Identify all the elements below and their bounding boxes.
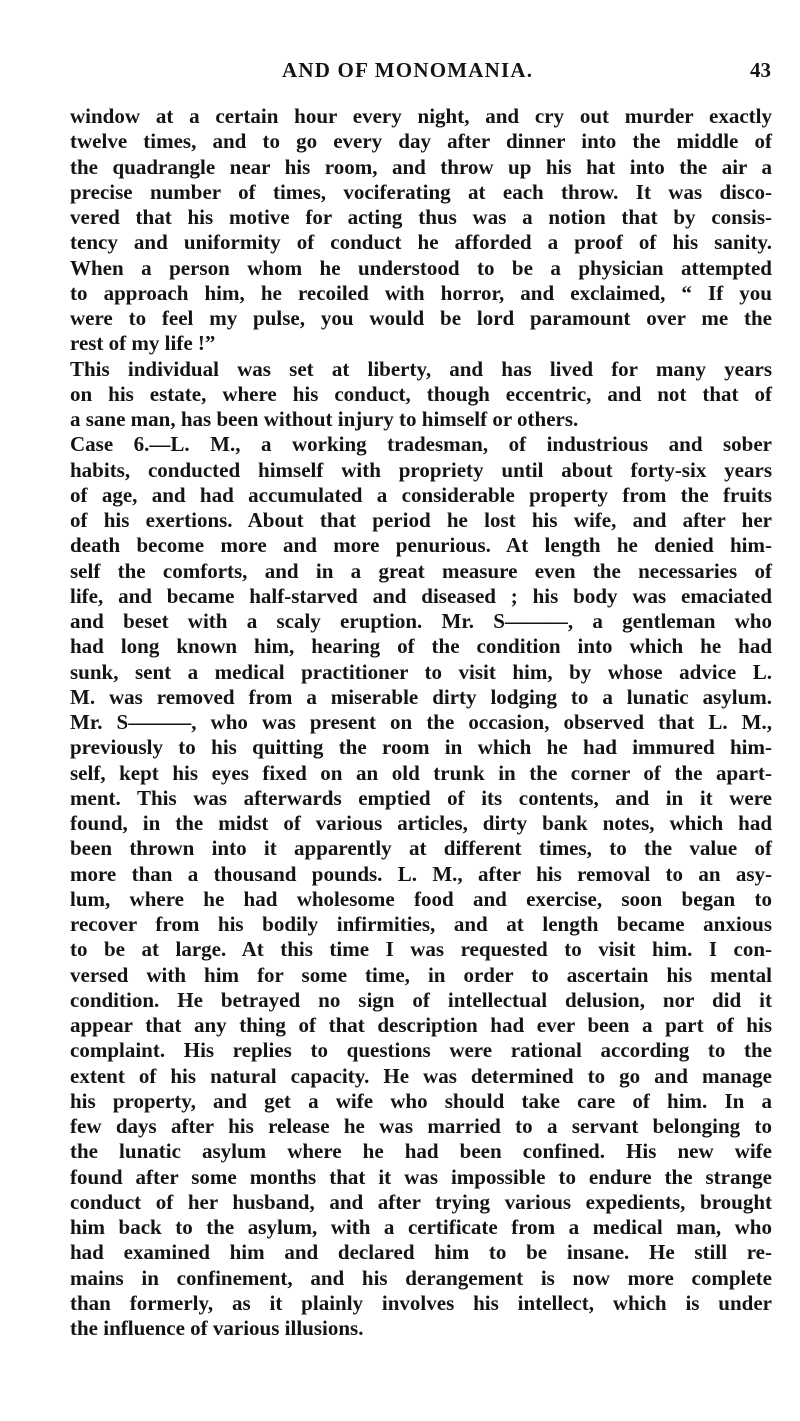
text-line: found after some months that it was impossible to endure the strange bbox=[70, 1164, 772, 1189]
text-line: This individual was set at liberty, and has lived for many years bbox=[70, 356, 772, 381]
running-head: AND OF MONOMANIA. bbox=[282, 58, 534, 82]
text-line: sunk, sent a medical practitioner to visit him, by whose advice L. bbox=[70, 659, 772, 684]
text-line: on his estate, where his conduct, though eccentric, and not that of bbox=[70, 381, 772, 406]
text-line: previously to his quitting the room in which he had immured him- bbox=[70, 735, 772, 760]
text-line: lum, where he had wholesome food and exercise, soon began to bbox=[70, 886, 772, 911]
text-line: more than a thousand pounds. L. M., after his removal to an asy- bbox=[70, 861, 772, 886]
text-line: the quadrangle near his room, and throw up his hat into the air a bbox=[70, 154, 772, 179]
text-line: than formerly, as it plainly involves his intellect, which is under bbox=[70, 1290, 772, 1315]
text-line: M. was removed from a miserable dirty lodging to a lunatic asylum. bbox=[70, 684, 772, 709]
text-line: were to feel my pulse, you would be lord paramount over me the bbox=[70, 306, 772, 330]
text-line: tency and uniformity of conduct he afforded a proof of his sanity. bbox=[70, 230, 772, 255]
text-line: window at a certain hour every night, and cry out murder exactly bbox=[70, 104, 772, 128]
text-line: the influence of various illusions. bbox=[70, 1316, 364, 1340]
body-text bbox=[70, 104, 772, 1341]
text-line: self the comforts, and in a great measure even the necessaries of bbox=[70, 558, 772, 583]
text-line: ment. This was afterwards emptied of its contents, and in it were bbox=[70, 785, 772, 810]
text-line: extent of his natural capacity. He was determined to go and manage bbox=[70, 1063, 772, 1088]
text-line: death become more and more penurious. At length he denied him- bbox=[70, 533, 772, 558]
text-line: to approach him, he recoiled with horror, and exclaimed, “ If you bbox=[70, 280, 772, 305]
text-line: to be at large. At this time I was requested to visit him. I con- bbox=[70, 937, 772, 962]
text-line: been thrown into it apparently at different times, to the value of bbox=[70, 836, 772, 861]
text-line: complaint. His replies to questions were rational according to the bbox=[70, 1038, 772, 1063]
text-line: of age, and had accumulated a considerable property from the fruits bbox=[70, 482, 772, 507]
text-line: had long known him, hearing of the condition into which he had bbox=[70, 634, 772, 659]
text-line: versed with him for some time, in order to ascertain his mental bbox=[70, 962, 772, 987]
text-line: rest of my life !” bbox=[70, 331, 216, 356]
text-line: twelve times, and to go every day after dinner into the middle of bbox=[70, 129, 772, 154]
text-line: Mr. S———, who was present on the occasion, observed that L. M., bbox=[70, 710, 772, 734]
text-line: condition. He betrayed no sign of intellectual delusion, nor did it bbox=[70, 987, 772, 1012]
text-line: conduct of her husband, and after trying various expedients, brought bbox=[70, 1189, 772, 1214]
text-line: had examined him and declared him to be insane. He still re- bbox=[70, 1240, 772, 1265]
text-line: the lunatic asylum where he had been confined. His new wife bbox=[70, 1139, 772, 1164]
text-line: recover from his bodily infirmities, and at length became anxious bbox=[70, 912, 772, 936]
text-line: Case 6.—L. M., a working tradesman, of industrious and sober bbox=[70, 432, 772, 457]
text-line: habits, conducted himself with propriety until about forty-six years bbox=[70, 457, 772, 482]
text-line: mains in confinement, and his derangement is now more complete bbox=[70, 1265, 772, 1290]
text-line: appear that any thing of that description had ever been a part of his bbox=[70, 1013, 772, 1037]
page-number: 43 bbox=[750, 58, 771, 82]
text-line: and beset with a scaly eruption. Mr. S———, a gentleman who bbox=[70, 609, 772, 633]
text-line: a sane man, has been without injury to himself or others. bbox=[70, 407, 579, 431]
text-line: vered that his motive for acting thus was a notion that by consis- bbox=[70, 205, 772, 229]
text-line: few days after his release he was married to a servant belonging to bbox=[70, 1114, 772, 1138]
text-line: found, in the midst of various articles, dirty bank notes, which had bbox=[70, 811, 772, 835]
text-line: precise number of times, vociferating at each throw. It was disco- bbox=[70, 179, 772, 204]
text-line: his property, and get a wife who should take care of him. In a bbox=[70, 1088, 772, 1113]
text-line: him back to the asylum, with a certificate from a medical man, who bbox=[70, 1215, 772, 1239]
text-line: self, kept his eyes fixed on an old trunk in the corner of the apart- bbox=[70, 760, 772, 785]
text-line: When a person whom he understood to be a physician attempted bbox=[70, 255, 772, 280]
text-line: life, and became half-starved and diseased ; his body was emaciated bbox=[70, 583, 772, 608]
text-line: of his exertions. About that period he lost his wife, and after her bbox=[70, 508, 772, 532]
